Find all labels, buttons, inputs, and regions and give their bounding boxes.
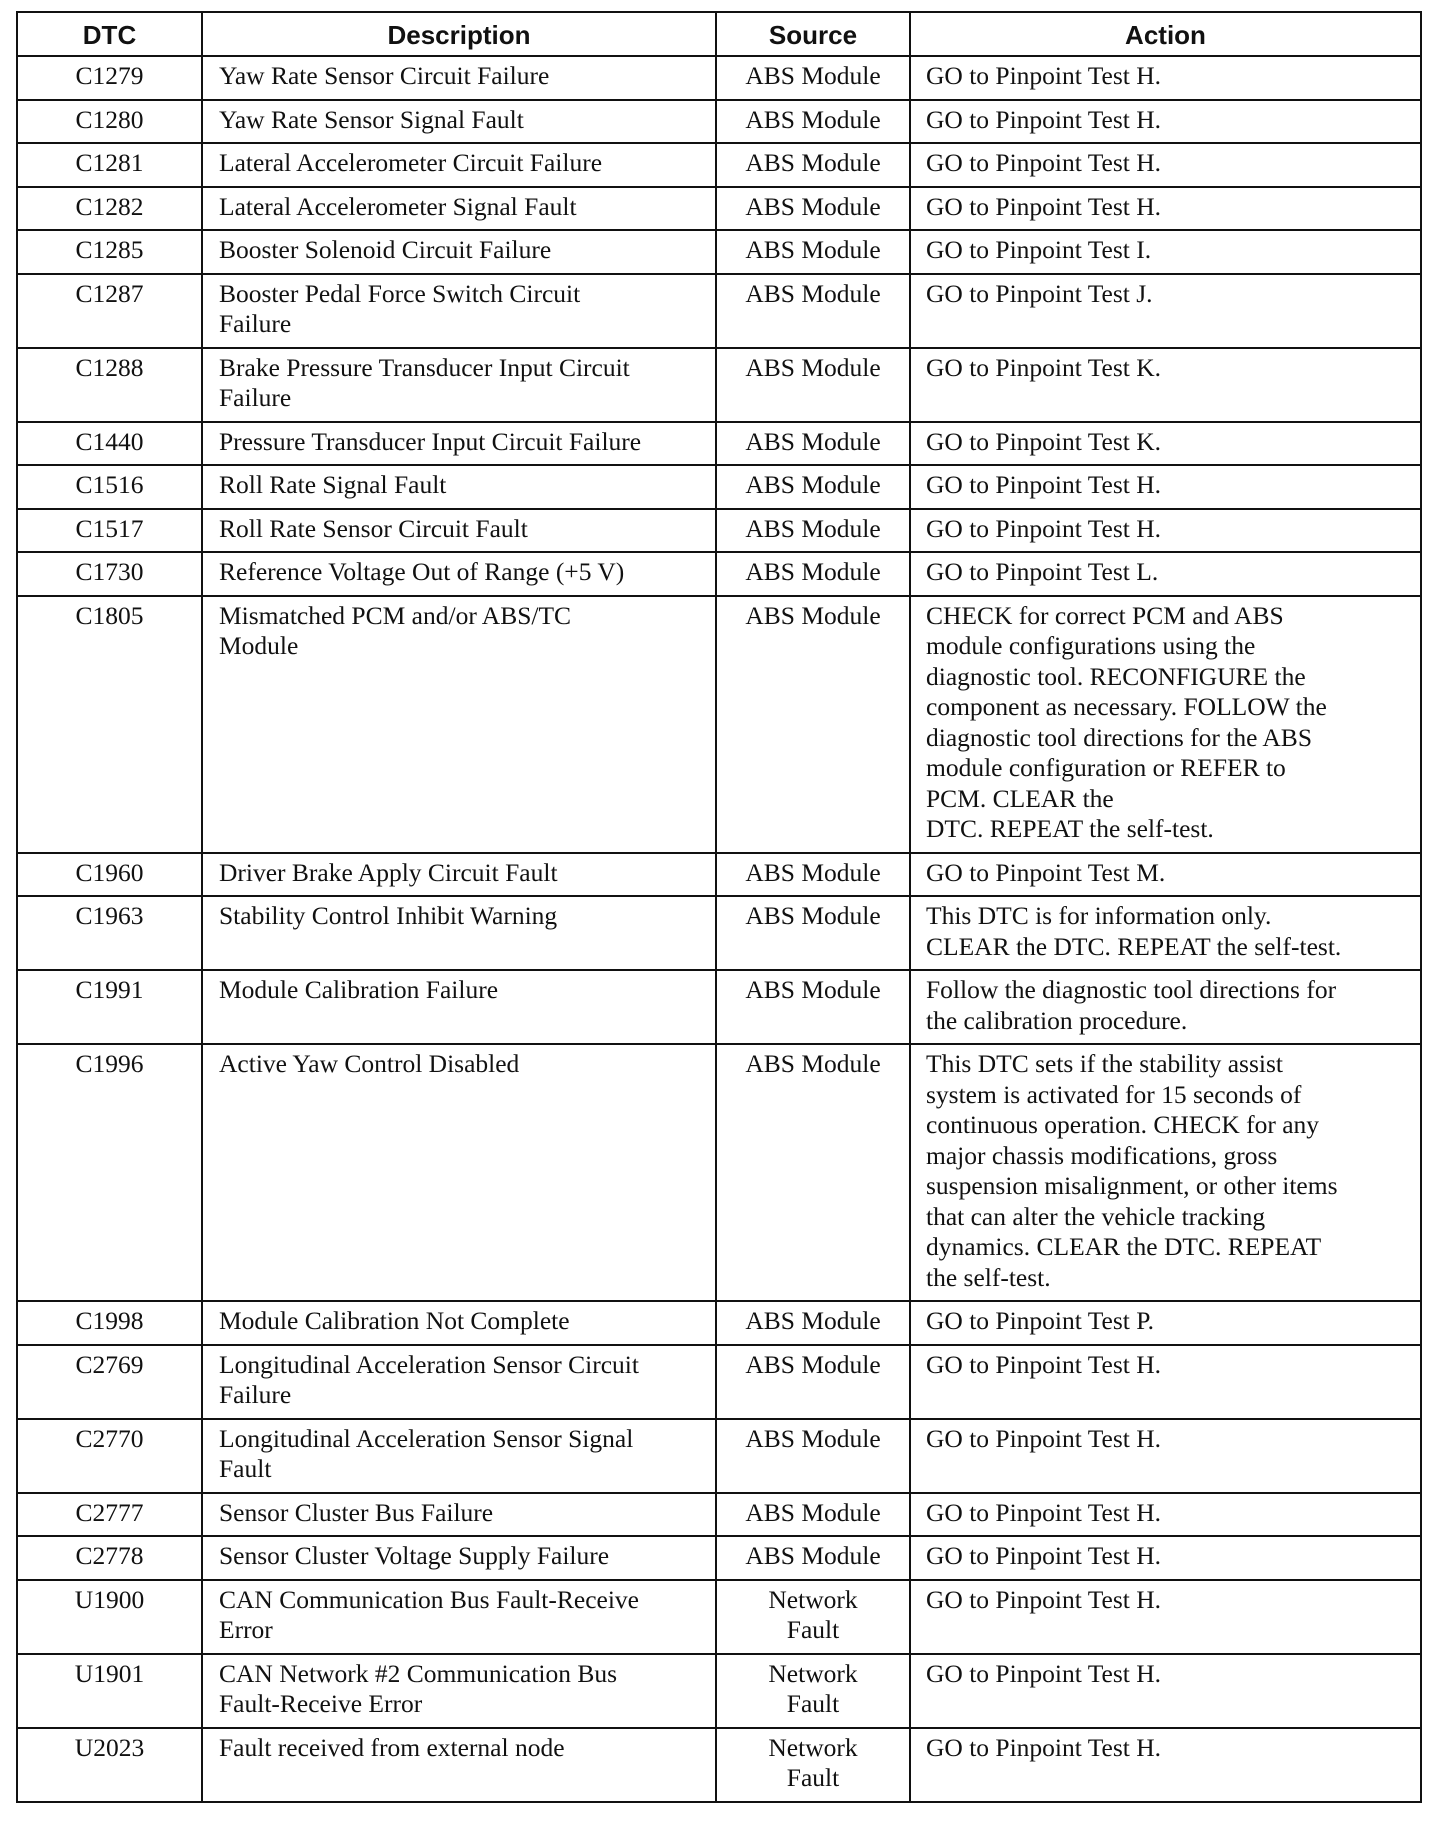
dtc-cell-text: C2778 [75,1541,144,1570]
dtc-table [16,11,1422,1803]
action-cell-text: This DTC is for information only. CLEAR the DTC. REPEAT the self-test. [926,901,1342,961]
dtc-cell [17,853,202,897]
action-cell [910,552,1421,596]
table-header [17,12,1421,56]
description-cell [202,1493,716,1537]
dtc-cell [17,465,202,509]
description-cell-text: Yaw Rate Sensor Circuit Failure [219,61,550,90]
source-cell-text: Network Fault [768,1732,858,1792]
description-cell [202,1301,716,1345]
action-cell-text: GO to Pinpoint Test L. [926,557,1159,586]
description-cell-text: CAN Network #2 Communication Bus Fault-Receive Error [219,1658,618,1718]
description-cell-text: Sensor Cluster Bus Failure [219,1497,494,1527]
description-cell [202,1728,716,1802]
description-cell-text: Lateral Accelerometer Circuit Failure [219,148,603,177]
action-cell [910,1044,1421,1301]
source-cell [716,100,910,144]
action-cell [910,274,1421,348]
description-cell-text: Module Calibration Not Complete [219,1306,570,1335]
source-cell-text: ABS Module [745,1049,881,1078]
description-cell [202,1419,716,1493]
dtc-cell-text: C1285 [75,235,144,264]
action-cell [910,1345,1421,1419]
source-cell [716,422,910,466]
source-cell-text: ABS Module [745,470,881,499]
dtc-cell-text: C1280 [75,104,144,134]
description-cell-text: Booster Pedal Force Switch Circuit Failure [219,278,581,338]
description-cell-text: Longitudinal Acceleration Sensor Circuit Failure [219,1349,639,1409]
dtc-cell [17,230,202,274]
source-cell-text: ABS Module [745,513,881,543]
description-cell [202,1580,716,1654]
table-row [17,1044,1421,1301]
source-cell [716,1301,910,1345]
source-cell-text: ABS Module [745,557,881,586]
action-cell-text: GO to Pinpoint Test H. [926,1497,1162,1527]
source-cell-text: ABS Module [745,901,881,930]
action-cell-text: GO to Pinpoint Test H. [926,148,1162,177]
source-cell-text: ABS Module [745,600,881,630]
table-row [17,1301,1421,1345]
description-cell-text: Stability Control Inhibit Warning [219,901,558,930]
dtc-cell-text: C1996 [75,1049,144,1078]
dtc-cell [17,1419,202,1493]
dtc-cell-text: C1963 [75,901,144,930]
source-cell-text: ABS Module [745,975,881,1004]
description-cell [202,230,716,274]
source-cell [716,143,910,187]
dtc-cell [17,187,202,231]
source-cell [716,274,910,348]
description-cell [202,1536,716,1580]
description-cell-text: Yaw Rate Sensor Signal Fault [219,104,524,134]
action-cell [910,230,1421,274]
source-cell-text: Network Fault [768,1658,858,1718]
action-cell-text: GO to Pinpoint Test H. [926,191,1162,221]
table-row [17,274,1421,348]
dtc-cell [17,552,202,596]
dtc-cell-text: U1901 [74,1658,145,1688]
description-cell [202,896,716,970]
source-cell [716,1345,910,1419]
action-cell [910,1580,1421,1654]
action-cell-text: GO to Pinpoint Test H. [926,1423,1162,1453]
table-row [17,596,1421,853]
description-cell [202,100,716,144]
action-cell-text: GO to Pinpoint Test H. [926,513,1162,543]
dtc-cell [17,596,202,853]
dtc-cell [17,1301,202,1345]
description-cell [202,348,716,422]
source-cell-text: ABS Module [745,1497,881,1527]
action-cell-text: Follow the diagnostic tool directions for the calibration procedure. [926,975,1337,1035]
dtc-cell [17,143,202,187]
table-row [17,552,1421,596]
table-row [17,422,1421,466]
header-dtc: DTC [17,12,202,56]
dtc-cell-text: C1805 [75,600,144,630]
description-cell-text: Sensor Cluster Voltage Supply Failure [219,1541,610,1570]
source-cell [716,465,910,509]
description-cell [202,1654,716,1728]
table-row [17,970,1421,1044]
action-cell [910,100,1421,144]
source-cell-text: Network Fault [768,1584,858,1644]
description-cell [202,1044,716,1301]
dtc-cell [17,422,202,466]
dtc-cell-text: C2770 [75,1423,144,1453]
source-cell-text: ABS Module [745,857,881,887]
action-cell-text: GO to Pinpoint Test I. [926,235,1152,264]
table-row [17,509,1421,553]
source-cell-text: ABS Module [745,104,881,134]
dtc-cell-text: C2777 [75,1497,144,1527]
source-cell [716,187,910,231]
source-cell [716,970,910,1044]
dtc-cell [17,1044,202,1301]
action-cell [910,422,1421,466]
description-cell-text: Mismatched PCM and/or ABS/TC Module [219,600,572,660]
source-cell [716,509,910,553]
dtc-cell-text: C1440 [75,426,144,456]
description-cell [202,143,716,187]
action-cell-text: This DTC sets if the stability assist system is activated for 15 seconds of continuous operation. CHECK for any major chassis modifications, gross suspension misalignment, or other items that can alter the vehicle tracking dynamics. CLEAR the DTC. REPEAT the self-test. [926,1049,1338,1292]
description-cell [202,552,716,596]
source-cell [716,348,910,422]
action-cell-text: GO to Pinpoint Test H. [926,1541,1162,1570]
action-cell-text: GO to Pinpoint Test H. [926,1658,1162,1688]
dtc-cell [17,1493,202,1537]
action-cell [910,853,1421,897]
action-cell [910,970,1421,1044]
table-row [17,1345,1421,1419]
source-cell-text: ABS Module [745,191,881,221]
source-cell-text: ABS Module [745,1423,881,1453]
dtc-cell-text: C1288 [75,352,144,382]
dtc-cell-text: C1998 [75,1306,144,1335]
dtc-cell-text: C1517 [75,513,144,543]
header-description: Description [202,12,716,56]
source-cell [716,596,910,853]
source-cell [716,1044,910,1301]
action-cell [910,1301,1421,1345]
table-row [17,465,1421,509]
source-cell [716,1493,910,1537]
dtc-cell [17,970,202,1044]
description-cell [202,274,716,348]
source-cell [716,896,910,970]
action-cell-text: GO to Pinpoint Test P. [926,1306,1154,1335]
description-cell-text: Reference Voltage Out of Range (+5 V) [219,557,625,586]
table-row [17,1580,1421,1654]
source-cell-text: ABS Module [745,1306,881,1335]
action-cell [910,143,1421,187]
table-row [17,100,1421,144]
dtc-cell-text: C1282 [75,191,144,221]
dtc-cell-text: U2023 [74,1732,145,1762]
description-cell [202,187,716,231]
dtc-cell [17,896,202,970]
source-cell-text: ABS Module [745,426,881,456]
source-cell-text: ABS Module [745,352,881,382]
source-cell-text: ABS Module [745,148,881,177]
action-cell-text: GO to Pinpoint Test K. [926,426,1162,456]
description-cell [202,56,716,100]
action-cell-text: GO to Pinpoint Test H. [926,1349,1162,1379]
action-cell [910,187,1421,231]
dtc-cell [17,100,202,144]
action-cell [910,348,1421,422]
dtc-cell-text: C1281 [75,148,144,177]
dtc-cell-text: C2769 [75,1349,144,1379]
description-cell-text: Roll Rate Sensor Circuit Fault [219,513,528,543]
description-cell-text: Roll Rate Signal Fault [219,470,447,499]
source-cell [716,230,910,274]
table-row [17,143,1421,187]
header-source: Source [716,12,910,56]
action-cell [910,1493,1421,1537]
description-cell [202,853,716,897]
header-row [17,12,1421,56]
description-cell [202,596,716,853]
source-cell-text: ABS Module [745,235,881,264]
table-body [17,56,1421,1802]
action-cell [910,1536,1421,1580]
table-row [17,56,1421,100]
action-cell-text: CHECK for correct PCM and ABS module configurations using the diagnostic tool. RECONFIGURE the component as necessary. FOLLOW the diagnostic tool directions for the ABS module configuration or REFER to PCM. CLEAR the DTC. REPEAT the self-test. [926,600,1327,843]
dtc-cell-text: C1287 [75,278,144,308]
description-cell [202,970,716,1044]
description-cell-text: Brake Pressure Transducer Input Circuit Failure [219,352,630,412]
table-row [17,896,1421,970]
action-cell-text: GO to Pinpoint Test M. [926,857,1166,887]
dtc-cell [17,1728,202,1802]
action-cell-text: GO to Pinpoint Test H. [926,1584,1162,1614]
source-cell [716,1654,910,1728]
table-row [17,1536,1421,1580]
description-cell-text: Module Calibration Failure [219,975,499,1004]
description-cell [202,465,716,509]
description-cell-text: Active Yaw Control Disabled [219,1049,520,1078]
source-cell [716,56,910,100]
dtc-cell [17,509,202,553]
action-cell-text: GO to Pinpoint Test H. [926,470,1162,499]
description-cell-text: Fault received from external node [219,1732,565,1762]
dtc-cell-text: C1991 [75,975,144,1004]
dtc-cell [17,1654,202,1728]
source-cell [716,552,910,596]
dtc-cell [17,1580,202,1654]
dtc-cell [17,1345,202,1419]
action-cell [910,596,1421,853]
source-cell-text: ABS Module [745,1541,881,1570]
source-cell [716,1728,910,1802]
description-cell-text: CAN Communication Bus Fault-Receive Error [219,1584,639,1644]
action-cell [910,509,1421,553]
action-cell [910,465,1421,509]
action-cell-text: GO to Pinpoint Test K. [926,352,1162,382]
description-cell-text: Pressure Transducer Input Circuit Failure [219,426,642,456]
action-cell-text: GO to Pinpoint Test J. [926,278,1153,308]
dtc-cell-text: C1960 [75,857,144,887]
action-cell [910,896,1421,970]
description-cell [202,1345,716,1419]
source-cell [716,1580,910,1654]
source-cell-text: ABS Module [745,61,881,90]
table-row [17,1419,1421,1493]
table-row [17,348,1421,422]
table-row [17,1728,1421,1802]
source-cell-text: ABS Module [745,1349,881,1379]
table-row [17,187,1421,231]
description-cell-text: Driver Brake Apply Circuit Fault [219,857,558,887]
dtc-cell [17,348,202,422]
source-cell [716,1419,910,1493]
action-cell [910,1728,1421,1802]
dtc-cell-text: C1730 [75,557,144,586]
header-action: Action [910,12,1421,56]
action-cell-text: GO to Pinpoint Test H. [926,104,1162,134]
action-cell [910,1654,1421,1728]
dtc-cell [17,1536,202,1580]
source-cell-text: ABS Module [745,278,881,308]
action-cell [910,1419,1421,1493]
dtc-cell [17,56,202,100]
description-cell-text: Booster Solenoid Circuit Failure [219,235,552,264]
description-cell-text: Longitudinal Acceleration Sensor Signal Fault [219,1423,634,1483]
description-cell [202,509,716,553]
dtc-cell-text: U1900 [74,1584,145,1614]
description-cell [202,422,716,466]
table-row [17,230,1421,274]
action-cell-text: GO to Pinpoint Test H. [926,61,1162,90]
table-row [17,853,1421,897]
dtc-cell-text: C1279 [75,61,144,90]
action-cell-text: GO to Pinpoint Test H. [926,1732,1162,1762]
table-row [17,1493,1421,1537]
source-cell [716,853,910,897]
description-cell-text: Lateral Accelerometer Signal Fault [219,191,577,221]
table-row [17,1654,1421,1728]
source-cell [716,1536,910,1580]
action-cell [910,56,1421,100]
dtc-cell [17,274,202,348]
dtc-cell-text: C1516 [75,470,144,499]
